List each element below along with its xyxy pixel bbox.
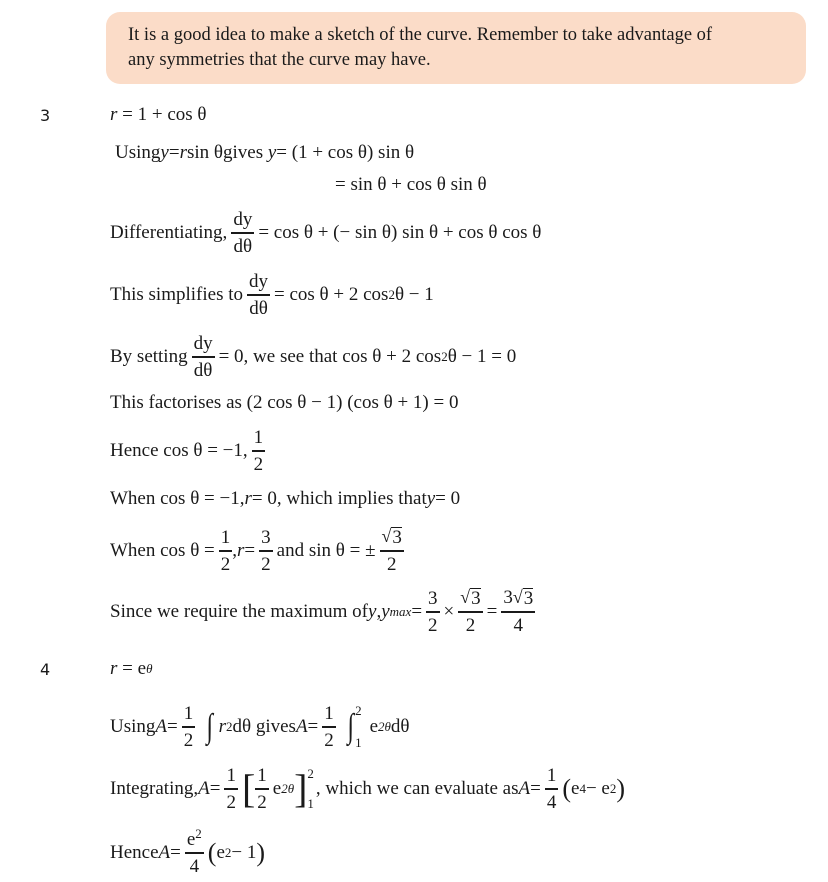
math-token: 2: [224, 788, 238, 812]
math-token: A: [198, 778, 210, 799]
evaluation-limits: [307, 766, 314, 812]
math-token: =: [244, 539, 256, 561]
math-token: ×: [443, 600, 455, 622]
math-token: [501, 588, 535, 611]
math-token: (: [207, 838, 217, 867]
math-token: 3: [428, 587, 438, 609]
math-token: dy: [233, 209, 253, 230]
math-token: =: [209, 778, 221, 799]
math-token: =: [411, 600, 423, 622]
math-token: 3: [261, 526, 271, 548]
math-token: 3: [471, 588, 481, 609]
fraction-one-half: [255, 766, 269, 812]
math-token: = cos θ + (− sin θ) sin θ + cos θ cos θ: [258, 222, 542, 243]
q3-using-continuation: = sin θ + cos θ sin θ: [335, 174, 487, 195]
math-token: gives: [223, 142, 264, 163]
fraction-one-half: [252, 428, 266, 474]
integral-sign: ∫: [206, 708, 214, 745]
q4-using-line: Using A = $\frac{1}{2}$ ∫ r 2 dθ gives A = $\frac{1}{2}$ ∫ 2 1 e 2θ dθ: [110, 703, 410, 751]
math-token: 4: [185, 852, 204, 876]
math-token: 1: [307, 796, 314, 811]
math-token: dθ: [192, 356, 215, 380]
math-token: − e: [585, 778, 610, 799]
math-token: A: [518, 778, 531, 799]
math-token: 2: [219, 550, 233, 574]
math-token: ,: [376, 600, 382, 622]
math-token: [380, 527, 404, 550]
q3-eq-rhs: = 1 + cos θ: [122, 104, 207, 125]
math-token: dθ: [231, 232, 254, 256]
math-token: This simplifies to: [110, 284, 243, 305]
math-token: sin θ: [186, 142, 223, 163]
math-token: e: [369, 716, 379, 737]
math-token: θ − 1 = 0: [447, 346, 517, 367]
math-token: ): [256, 838, 266, 867]
math-token: √: [460, 587, 471, 607]
math-token: y: [381, 600, 390, 622]
math-token: 2: [307, 766, 314, 781]
math-token: Hence cos θ = −1,: [110, 440, 248, 461]
math-token: 3: [392, 527, 402, 548]
math-token: (: [562, 774, 571, 803]
left-bracket: [: [241, 766, 256, 811]
math-token: By setting: [110, 346, 188, 367]
math-token: and sin θ = ±: [276, 539, 376, 561]
math-token: y: [368, 600, 377, 622]
math-token: [382, 527, 402, 547]
q3-when-line-1: [110, 488, 460, 510]
math-token: dθ: [247, 294, 270, 318]
math-token: y: [160, 142, 169, 163]
math-token: 2: [182, 726, 196, 750]
math-token: 1: [257, 765, 267, 786]
fraction-one-quarter: [545, 766, 559, 812]
math-token: y: [267, 142, 277, 163]
q3-differentiating-line: [110, 210, 541, 256]
math-token: = e: [122, 658, 147, 679]
q3-since-line: Since we require the maximum of y , y max = $\frac{3}{2}$ × √ 3 2 = 3 √ 3 4: [110, 587, 534, 636]
math-token: r: [244, 488, 252, 509]
math-token: 2: [458, 611, 482, 635]
math-token: Since we require the maximum of: [110, 600, 369, 622]
math-token: A: [155, 716, 168, 737]
q3-setting-line: By setting $\frac{dy}{d\theta}$ = 0, we see that cos θ + 2 cos 2 θ − 1 = 0: [110, 333, 517, 381]
fraction-root3-over-2: [380, 527, 404, 574]
math-token: e: [272, 778, 282, 799]
fraction-one-half: [322, 704, 336, 750]
fraction-dy-dtheta: [192, 334, 215, 380]
math-token: =: [167, 716, 178, 737]
math-token: e: [571, 778, 580, 799]
math-token: 1: [546, 765, 557, 786]
math-token: 2: [426, 611, 440, 635]
math-token: 1: [324, 703, 334, 724]
math-token: = (1 + cos θ) sin θ: [276, 142, 415, 163]
math-token: 2: [255, 788, 269, 812]
math-token: − 1: [231, 842, 257, 863]
q4-equation: r = e θ: [110, 658, 153, 679]
tip-text-line-2: any symmetries that the curve may have.: [128, 50, 431, 70]
math-token: ,: [232, 539, 238, 561]
math-token: 1: [253, 427, 264, 448]
q3-using-line: [115, 142, 414, 164]
math-token: =: [486, 600, 498, 622]
math-token: A: [295, 716, 308, 737]
math-token: 4: [501, 611, 535, 635]
math-token: e: [216, 842, 225, 863]
math-token: Using: [115, 142, 161, 163]
math-token: dθ: [390, 716, 410, 737]
question-number-4: 4: [40, 660, 51, 679]
math-token: 3: [503, 587, 513, 608]
math-token: 1: [355, 735, 362, 750]
math-token: 1: [183, 703, 194, 724]
integral-limits: [355, 703, 362, 751]
fraction-root3-over-2: [458, 588, 482, 635]
math-token: A: [158, 842, 171, 863]
math-token: √: [381, 526, 392, 546]
math-token: [460, 588, 480, 608]
math-token: =: [307, 716, 319, 737]
fraction-dy-dtheta: [247, 272, 270, 318]
math-token: 2: [195, 826, 202, 841]
math-token: When cos θ =: [110, 539, 215, 561]
q3-hence-line: [110, 428, 269, 474]
math-token: 3: [523, 588, 534, 609]
math-token: Differentiating,: [110, 222, 228, 243]
math-token: [458, 588, 482, 611]
fraction-dy-dtheta: [231, 210, 254, 256]
q3-when-line-2: [110, 527, 408, 574]
math-token: dθ gives: [232, 716, 296, 737]
math-token: [185, 826, 204, 852]
fraction-one-half: [182, 704, 196, 750]
tip-text-line-1: It is a good idea to make a sketch of the curve. Remember to take advantage of: [128, 25, 713, 45]
math-token: 2: [380, 550, 404, 574]
question-number-3: 3: [40, 106, 51, 125]
math-token: Hence: [110, 842, 159, 863]
fraction-three-halves: [426, 589, 440, 635]
q4-hence-line: Hence A = $\frac{e^2}{4}$ ( e 2 − 1 ): [110, 826, 266, 877]
q4-integrating-line: Integrating, A = $\frac{1}{2}$ [ $\frac{1}{2}$ e 2θ ] 2 1 , which we can evaluate as A = $\frac{1}{4}$ ( e 4 − e 2 ): [110, 765, 626, 813]
math-token: =: [168, 142, 180, 163]
fraction-three-halves: [259, 528, 273, 574]
q3-equation: [110, 104, 207, 126]
math-token: r: [218, 716, 226, 737]
math-token: 2: [259, 550, 273, 574]
math-token: r: [179, 142, 187, 163]
math-token: dy: [249, 271, 268, 292]
math-token: When cos θ = −1,: [110, 488, 245, 509]
math-token: , which we can evaluate as: [315, 778, 519, 799]
fraction-3root3-over-4: [501, 588, 535, 635]
math-token: 1: [226, 765, 236, 786]
math-token: = cos θ + 2 cos: [274, 284, 389, 305]
math-token: 2: [355, 703, 362, 718]
math-token: 1: [220, 526, 231, 548]
math-token: = 0, we see that cos θ + 2 cos: [218, 346, 442, 367]
math-token: e: [186, 829, 196, 850]
math-token: ): [616, 774, 626, 803]
math-token: 2: [322, 726, 336, 750]
definite-integral-sign: ∫: [347, 708, 354, 745]
q3-factorises-line: This factorises as (2 cos θ − 1) (cos θ + 1) = 0: [110, 392, 459, 413]
math-token: 2: [252, 450, 266, 474]
right-bracket: ]: [294, 766, 308, 811]
math-token: dy: [193, 333, 213, 354]
fraction-e2-over-4: [185, 826, 204, 877]
q3-eq-lhs: r: [110, 104, 118, 125]
math-token: Integrating,: [110, 778, 199, 799]
fraction-one-half: [224, 766, 238, 812]
fraction-one-half: [219, 528, 233, 574]
math-token: r: [110, 658, 118, 679]
math-token: 4: [545, 788, 559, 812]
math-token: y: [426, 488, 436, 509]
math-token: =: [170, 842, 181, 863]
math-token: [513, 588, 533, 608]
q3-simplifies-line: This simplifies to $\frac{dy}{d\theta}$ = cos θ + 2 cos 2 θ − 1: [110, 271, 434, 319]
math-token: r: [237, 539, 245, 561]
math-token: Using: [110, 716, 156, 737]
tip-callout: [106, 12, 806, 84]
math-token: = 0: [435, 488, 461, 509]
math-token: = 0, which implies that: [251, 488, 427, 509]
math-token: =: [530, 778, 541, 799]
math-token: θ − 1: [394, 284, 434, 305]
math-token: √: [512, 587, 523, 607]
